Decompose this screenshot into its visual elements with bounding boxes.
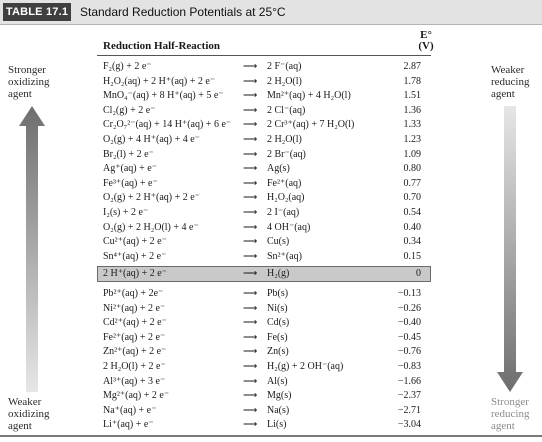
reaction-arrow: ⟶ (243, 288, 258, 299)
product-side: 2 F⁻(aq) (267, 61, 302, 72)
reaction-arrow: ⟶ (243, 61, 258, 72)
potential-value: −2.37 (397, 390, 421, 402)
reaction-arrow: ⟶ (243, 119, 258, 131)
product-side: Mn²⁺(aq) + 4 H₂O(l) (267, 90, 351, 102)
stronger-oxidizing-line-1: Stronger (8, 64, 46, 76)
reaction-arrow: ⟶ (243, 75, 258, 87)
potential-value: −0.26 (397, 302, 421, 314)
reactant-side: Cu²⁺(aq) + 2 e⁻ (103, 236, 167, 248)
reactant-side: Ni²⁺(aq) + 2 e⁻ (103, 302, 166, 314)
product-side: Pb(s) (267, 288, 289, 299)
table-bottom-rule (0, 435, 542, 437)
weaker-reducing-line-1: Weaker (491, 64, 525, 76)
reaction-row (97, 60, 431, 74)
product-side: 2 Cr³⁺(aq) + 7 H₂O(l) (267, 119, 355, 131)
reaction-row (97, 221, 431, 235)
potential-value: 0.15 (403, 250, 421, 262)
reaction-row (97, 375, 431, 389)
reaction-arrow: ⟶ (243, 192, 258, 204)
reaction-row (97, 118, 431, 132)
reaction-row (97, 287, 431, 301)
reactant-side: O₂(g) + 2 H₂O(l) + 4 e⁻ (103, 221, 199, 233)
reaction-row (97, 418, 431, 432)
oxidizing-strength-arrow-icon (19, 106, 45, 392)
weaker-oxidizing-line-3: agent (8, 420, 32, 432)
reaction-arrow: ⟶ (243, 346, 258, 358)
reaction-arrow: ⟶ (243, 207, 258, 218)
weaker-oxidizing-line-1: Weaker (8, 396, 42, 408)
reaction-row (97, 89, 431, 103)
reactant-side: Li⁺(aq) + e⁻ (103, 419, 154, 431)
reaction-row (97, 104, 431, 118)
product-side: H₂O₂(aq) (267, 192, 305, 204)
reaction-row (97, 302, 431, 316)
potential-value: 0.70 (403, 192, 421, 204)
reaction-arrow: ⟶ (243, 390, 258, 402)
table-title: Standard Reduction Potentials at 25°C (80, 5, 286, 19)
product-side: Sn²⁺(aq) (267, 250, 302, 262)
reaction-arrow: ⟶ (243, 250, 258, 262)
reactant-side: I₂(s) + 2 e⁻ (103, 207, 149, 218)
reaction-arrow: ⟶ (243, 317, 258, 329)
potential-value: 1.09 (403, 148, 421, 160)
product-side: Fe(s) (267, 331, 288, 343)
reactant-side: MnO₄⁻(aq) + 8 H⁺(aq) + 5 e⁻ (103, 90, 224, 102)
reactant-side: Na⁺(aq) + e⁻ (103, 404, 157, 416)
reactant-side: Sn⁴⁺(aq) + 2 e⁻ (103, 250, 167, 262)
stronger-reducing-line-2: reducing (491, 408, 530, 420)
stronger-reducing-line-3: agent (491, 420, 515, 432)
table-header-bar (0, 0, 542, 25)
potential-value: 0.77 (403, 177, 421, 189)
reaction-arrow: ⟶ (243, 148, 258, 160)
reaction-row (97, 206, 431, 220)
product-side: Ag(s) (267, 163, 290, 175)
reaction-row (97, 191, 431, 205)
product-side: 2 H₂O(l) (267, 75, 302, 87)
potential-value: −0.76 (397, 346, 421, 358)
product-side: Fe²⁺(aq) (267, 177, 302, 189)
reactant-side: 2 H₂O(l) + 2 e⁻ (103, 361, 166, 372)
potential-value: 0.80 (403, 163, 421, 175)
potential-value: 1.51 (403, 90, 421, 102)
reactant-side: Cl₂(g) + 2 e⁻ (103, 104, 156, 116)
weaker-reducing-line-2: reducing (491, 76, 530, 88)
potential-value: 1.33 (403, 119, 421, 131)
potential-value: −1.66 (397, 375, 421, 387)
table-number-badge: TABLE 17.1 (3, 3, 71, 21)
reactant-side: O₂(g) + 2 H⁺(aq) + 2 e⁻ (103, 192, 200, 204)
reaction-row (97, 148, 431, 162)
potential-value: −0.45 (397, 331, 421, 343)
reaction-arrow: ⟶ (243, 419, 258, 431)
potential-value: −2.71 (397, 404, 421, 416)
reaction-arrow: ⟶ (243, 134, 258, 145)
potential-value: 2.87 (403, 61, 421, 72)
reaction-row (97, 162, 431, 176)
product-side: Ni(s) (267, 302, 288, 314)
product-side: Cd(s) (267, 317, 290, 329)
potential-value: 0.34 (403, 236, 421, 248)
reaction-arrow: ⟶ (243, 177, 258, 189)
product-side: Zn(s) (267, 346, 289, 358)
reaction-row (97, 75, 431, 89)
reaction-arrow: ⟶ (243, 331, 258, 343)
reactant-side: Ag⁺(aq) + e⁻ (103, 163, 157, 175)
product-side: H₂(g) + 2 OH⁻(aq) (267, 361, 344, 372)
potential-value: 0 (416, 268, 421, 279)
reaction-row (97, 235, 431, 249)
reactant-side: Zn²⁺(aq) + 2 e⁻ (103, 346, 167, 358)
reactant-side: Cd²⁺(aq) + 2 e⁻ (103, 317, 167, 329)
reaction-row (97, 133, 431, 147)
product-side: 2 Br⁻(aq) (267, 148, 306, 160)
potential-value: 1.78 (403, 75, 421, 87)
reaction-arrow: ⟶ (243, 375, 258, 387)
potential-unit: (V) (418, 40, 434, 52)
reactant-side: Br₂(l) + 2 e⁻ (103, 148, 154, 160)
weaker-oxidizing-line-2: oxidizing (8, 408, 50, 420)
stronger-reducing-line-1: Stronger (491, 396, 529, 408)
reaction-row (97, 250, 431, 264)
reaction-arrow: ⟶ (243, 163, 258, 175)
potential-column-header (412, 30, 440, 52)
reaction-arrow: ⟶ (243, 268, 258, 279)
product-side: Li(s) (267, 419, 287, 431)
product-side: Cu(s) (267, 236, 290, 248)
potential-value: −0.40 (397, 317, 421, 329)
stronger-oxidizing-line-3: agent (8, 88, 32, 100)
reaction-arrow: ⟶ (243, 404, 258, 416)
reference-row (97, 267, 431, 281)
potential-value: 1.36 (403, 104, 421, 116)
header-rule (97, 55, 431, 56)
product-side: H₂(g) (267, 268, 290, 279)
reactant-side: Fe³⁺(aq) + e⁻ (103, 177, 158, 189)
product-side: 2 H₂O(l) (267, 134, 302, 145)
reaction-row (97, 316, 431, 330)
reactant-side: Pb²⁺(aq) + 2e⁻ (103, 288, 164, 299)
reaction-arrow: ⟶ (243, 90, 258, 102)
reactant-side: Mg²⁺(aq) + 2 e⁻ (103, 390, 170, 402)
stronger-oxidizing-line-2: oxidizing (8, 76, 50, 88)
potential-value: −0.13 (397, 288, 421, 299)
potential-symbol: E° (420, 29, 432, 41)
product-side: 4 OH⁻(aq) (267, 221, 311, 233)
weaker-oxidizing-label (8, 396, 50, 432)
reaction-column-header: Reduction Half-Reaction (103, 40, 221, 52)
reaction-arrow: ⟶ (243, 104, 258, 116)
reactant-side: F₂(g) + 2 e⁻ (103, 61, 152, 72)
reaction-arrow: ⟶ (243, 236, 258, 248)
product-side: Al(s) (267, 375, 288, 387)
reaction-row (97, 389, 431, 403)
potential-value: −3.04 (397, 419, 421, 431)
product-side: 2 Cl⁻(aq) (267, 104, 306, 116)
product-side: 2 I⁻(aq) (267, 207, 300, 218)
reducing-strength-arrow-icon (497, 106, 523, 392)
stronger-reducing-label (491, 396, 529, 432)
reaction-row (97, 360, 431, 374)
reactant-side: Fe²⁺(aq) + 2 e⁻ (103, 331, 166, 343)
reactant-side: 2 H⁺(aq) + 2 e⁻ (103, 268, 167, 279)
reaction-row (97, 331, 431, 345)
reaction-arrow: ⟶ (243, 302, 258, 314)
reaction-row (97, 177, 431, 191)
potential-value: 0.40 (403, 221, 421, 233)
reaction-row (97, 404, 431, 418)
reactant-side: Al³⁺(aq) + 3 e⁻ (103, 375, 166, 387)
stronger-oxidizing-label (8, 64, 50, 100)
reactant-side: O₂(g) + 4 H⁺(aq) + 4 e⁻ (103, 134, 200, 145)
weaker-reducing-line-3: agent (491, 88, 515, 100)
reaction-arrow: ⟶ (243, 221, 258, 233)
product-side: Na(s) (267, 404, 290, 416)
potential-value: 1.23 (403, 134, 421, 145)
reactant-side: H₂O₂(aq) + 2 H⁺(aq) + 2 e⁻ (103, 75, 216, 87)
product-side: Mg(s) (267, 390, 292, 402)
reaction-row (97, 345, 431, 359)
reactant-side: Cr₂O₇²⁻(aq) + 14 H⁺(aq) + 6 e⁻ (103, 119, 232, 131)
potential-value: −0.83 (397, 361, 421, 372)
reaction-arrow: ⟶ (243, 361, 258, 372)
potential-value: 0.54 (403, 207, 421, 218)
weaker-reducing-label (491, 64, 529, 100)
